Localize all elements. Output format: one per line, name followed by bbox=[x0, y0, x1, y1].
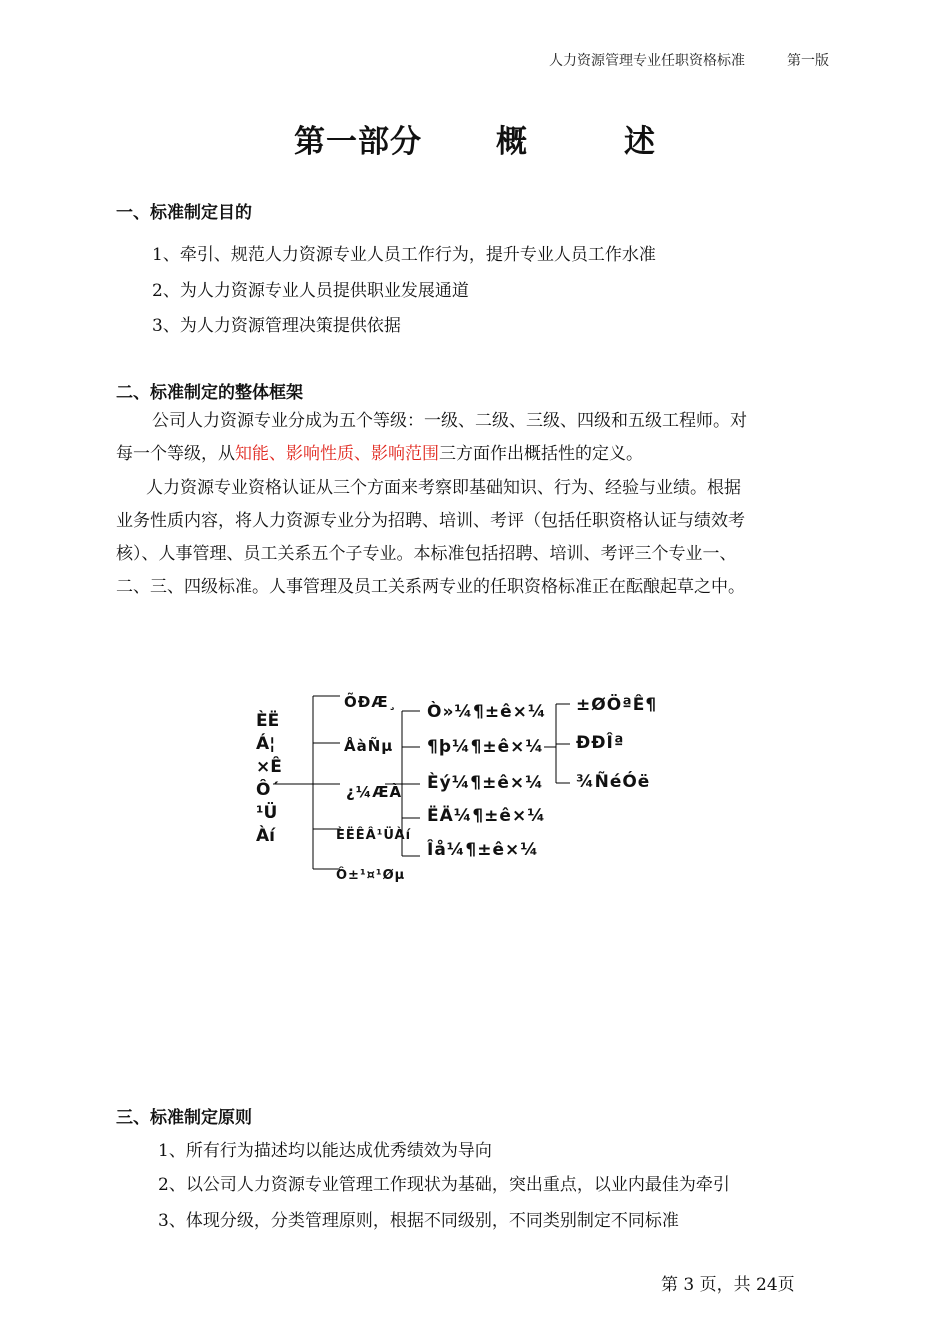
section1-item-1: 1、牵引、规范人力资源专业人员工作行为，提升专业人员工作水准 bbox=[152, 245, 656, 265]
aspect-label: ÐÐÎª bbox=[576, 733, 625, 753]
branch-label: ÈËÊÂ¹ÜÀí bbox=[336, 828, 412, 843]
section1-heading: 一、标准制定目的 bbox=[116, 203, 252, 223]
root-char: Á¦ bbox=[256, 734, 276, 754]
page-number: 第 3 页，共 24页 bbox=[661, 1275, 795, 1295]
level-label: Èý¼¶±ê×¼ bbox=[427, 773, 544, 793]
section3-item-1: 1、所有行为描述均以能达成优秀绩效为导向 bbox=[158, 1141, 492, 1161]
diagram-root bbox=[256, 710, 296, 848]
section3-item-3: 3、体现分级，分类管理原则，根据不同级别，不同类别制定不同标准 bbox=[158, 1211, 679, 1231]
root-char: Àí bbox=[256, 826, 275, 846]
header-doc-title: 人力资源管理专业任职资格标准 bbox=[549, 53, 745, 69]
aspect-label: ±ØÖªÊ¶ bbox=[576, 695, 658, 715]
section2-para1-line2 bbox=[116, 443, 643, 465]
level-label: ¶þ¼¶±ê×¼ bbox=[427, 737, 545, 757]
section2-para1-line1: 公司人力资源专业分成为五个等级：一级、二级、三级、四级和五级工程师。对 bbox=[152, 411, 747, 431]
title-word-2: 述 bbox=[624, 124, 656, 160]
branch-label: ÕÐÆ¸ bbox=[344, 693, 398, 711]
page-header bbox=[549, 50, 829, 70]
branch-label: Ô±¹¤¹Øµ bbox=[336, 868, 406, 883]
section2-para2-line2: 业务性质内容，将人力资源专业分为招聘、培训、考评（包括任职资格认证与绩效考 bbox=[116, 511, 745, 531]
root-char: ¹Ü bbox=[256, 803, 278, 823]
header-version: 第一版 bbox=[787, 53, 829, 69]
level-label: Ò»¼¶±ê×¼ bbox=[427, 702, 547, 722]
title-part: 第一部分 bbox=[294, 124, 422, 160]
level-label: ËÄ¼¶±ê×¼ bbox=[427, 806, 546, 826]
para1-text-a: 每一个等级，从 bbox=[116, 444, 235, 464]
aspect-label: ¾ÑéÓë bbox=[576, 772, 651, 792]
section3-item-2: 2、以公司人力资源专业管理工作现状为基础，突出重点，以业内最佳为牵引 bbox=[158, 1175, 730, 1195]
title-word-1: 概 bbox=[496, 124, 528, 160]
section2-para2-line4: 二、三、四级标准。人事管理及员工关系两专业的任职资格标准正在酝酿起草之中。 bbox=[116, 577, 745, 597]
section2-para2-line3: 核）、人事管理、员工关系五个子专业。本标准包括招聘、培训、考评三个专业一、 bbox=[116, 544, 737, 564]
root-char: ×Ê bbox=[256, 757, 282, 777]
branch-label: ÅàÑµ bbox=[344, 737, 394, 755]
branch-label: ¿¼ÆÀ bbox=[346, 783, 403, 801]
level-label: Îå¼¶±ê×¼ bbox=[427, 840, 539, 860]
section1-item-2: 2、为人力资源专业人员提供职业发展通道 bbox=[152, 281, 469, 301]
section3-heading: 三、标准制定原则 bbox=[116, 1108, 252, 1128]
para1-text-b: 三方面作出概括性的定义。 bbox=[439, 444, 643, 464]
page-title bbox=[0, 116, 950, 161]
section2-para2-line1: 人力资源专业资格认证从三个方面来考察即基础知识、行为、经验与业绩。根据 bbox=[146, 478, 741, 498]
root-char: ÈË bbox=[256, 711, 280, 731]
root-char: Ô´ bbox=[256, 780, 279, 800]
framework-diagram bbox=[240, 680, 670, 900]
para1-highlight: 知能、影响性质、影响范围 bbox=[235, 444, 439, 464]
section1-item-3: 3、为人力资源管理决策提供依据 bbox=[152, 316, 401, 336]
section2-heading: 二、标准制定的整体框架 bbox=[116, 383, 303, 403]
